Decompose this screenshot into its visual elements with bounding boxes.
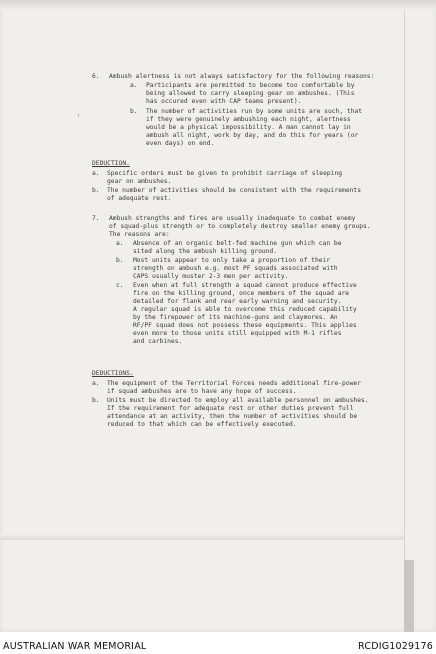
page-edge-strip [404, 560, 414, 632]
punch-mark-icon: ‘ [76, 113, 81, 122]
deduction2-b-line: reduced to that which can be effectively executed. [107, 421, 297, 428]
item6-b-line: if they were genuinely ambushing each night, alertness [146, 116, 351, 123]
page-fold-line [404, 10, 405, 570]
item7-c-line: RF/PF squad does not possess these equipments. This applies [133, 322, 357, 329]
item6-b-line: The number of activities run by some units are such, that [146, 108, 363, 115]
item6-a-line: has occured even with CAP teams present). [146, 98, 302, 105]
item7-line: of squad-plus strength or to completely destroy smaller enemy groups. [109, 223, 371, 230]
item6-b-line: ambush all night, work by day, and do this for years (or [146, 132, 359, 139]
deduction1-a-line: gear on ambushes. [107, 178, 172, 185]
item7-line: Ambush strengths and fires are usually inadequate to combat enemy [109, 215, 356, 222]
item6-b-line: even days) on end. [146, 140, 215, 147]
item6-a-line: Participants are permitted to become too comfortable by [146, 82, 355, 89]
archive-footer [0, 632, 436, 654]
item7-b-label: b. [116, 257, 124, 264]
deduction2-a-line: if squad ambushes are to have any hope of success. [107, 388, 297, 395]
item7-a-line: sited along the ambush killing ground. [133, 248, 278, 255]
item7-c-line: and carbines. [133, 338, 183, 345]
item6-b-label: b. [130, 108, 138, 115]
deduction1-b-line: of adequate rest. [107, 195, 172, 202]
item7-b-line: strength on ambush e.g. most PF squads associated with [133, 265, 338, 272]
item7-a-line: Absence of an organic belt-fed machine gun which can be [133, 240, 342, 247]
deductions-heading: DEDUCTIONS. [92, 370, 134, 377]
item7-c-line: fire on the killing ground, once members of the squad are [133, 290, 350, 297]
item7-line: The reasons are: [109, 231, 170, 238]
deduction2-a-line: The equipment of the Territorial Forces needs additional fire-power [107, 380, 362, 387]
item7-c-line: Even when at full strength a squad cannot produce effective [133, 282, 357, 289]
item7-c-line: even more to those units still equipped with M-1 rifles [133, 330, 342, 337]
item6-b-line: would be a physical impossibility. A man cannot lay in [146, 124, 351, 131]
deduction1-a-line: Specific orders must be given to prohibit carriage of sleeping [107, 170, 343, 177]
item7-b-line: CAPS usually muster 2-3 men per activity. [133, 273, 289, 280]
item7-a-label: a. [116, 240, 124, 247]
deduction2-b-line: attendance at an activity, then the number of activities should be [107, 413, 358, 420]
item6-number: 6. [92, 73, 100, 80]
item7-c-line: detailed for flank and rear early warning and security. [133, 298, 342, 305]
item6-a-label: a. [130, 82, 138, 89]
item7-number: 7. [92, 215, 100, 222]
deduction2-b-label: b. [92, 397, 100, 404]
deduction2-a-label: a. [92, 380, 100, 387]
item7-c-line: A regular squad is able to overcome this reduced capability [133, 306, 357, 313]
item6-a-line: being allowed to carry sleeping gear on ambushes. (This [146, 90, 355, 97]
item7-b-line: Most units appear to only take a proportion of their [133, 257, 331, 264]
deduction1-b-label: b. [92, 187, 100, 194]
footer-institution: AUSTRALIAN WAR MEMORIAL [3, 641, 147, 652]
footer-record-id: RCDIG1029176 [358, 641, 433, 652]
deduction2-b-line: Units must be directed to employ all available personnel on ambushes. [107, 397, 369, 404]
deduction1-a-label: a. [92, 170, 100, 177]
item7-c-line: by the firepower of its machine-guns and claymores. An [133, 314, 338, 321]
item6-line1: Ambush alertness is not always satisfactory for the following reasons: [109, 73, 375, 80]
deduction-heading: DEDUCTION. [92, 160, 130, 167]
item7-c-label: c. [116, 282, 124, 289]
deduction1-b-line: The number of activities should be consistent with the requirements [107, 187, 362, 194]
deduction2-b-line: If the requirement for adequate rest or other duties prevent full [107, 405, 354, 412]
